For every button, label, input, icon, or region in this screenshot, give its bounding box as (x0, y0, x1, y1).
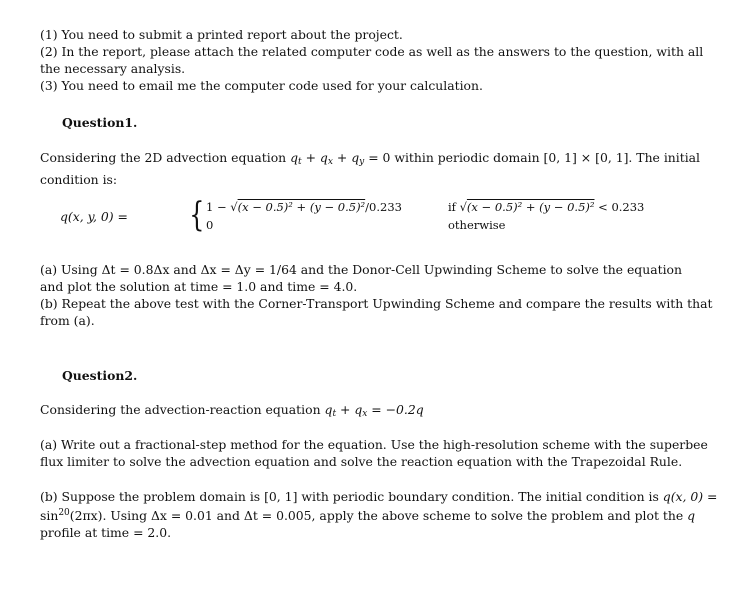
q1-intro-text-b: within periodic domain [0, 1] × [0, 1]. The initial (390, 150, 701, 165)
question2-heading: Question2. (62, 368, 138, 383)
instruction-2-cont: the necessary analysis. (40, 61, 186, 76)
piecewise-case2-cond: otherwise (448, 218, 506, 232)
piecewise-lhs: q(x, y, 0) = (60, 209, 128, 224)
question2-part-a: (a) Write out a fractional-step method for the equation. Use the high-resolution scheme with the superbee flux limiter to solve the advection equation and solve the reaction equation with the Trapezoidal Rule. (40, 437, 708, 469)
question2-intro: Considering the advection-reaction equation $q_t + q_x = -0.2q$ (40, 402, 424, 419)
instructions (40, 26, 722, 94)
q2-equation: $q_t + q_x$ (324, 402, 368, 419)
piecewise-brace: { (189, 195, 205, 235)
piecewise-case1-cond: if √(x − 0.5)² + (y − 0.5)² < 0.233 (448, 200, 645, 214)
q1-intro-text-a: Considering the 2D advection equation (40, 150, 291, 165)
instruction-2: (2) In the report, please attach the related computer code as well as the answers to the question, with all (40, 44, 704, 59)
instruction-3: (3) You need to email me the computer code used for your calculation. (40, 78, 483, 93)
q1-intro-line2: condition is: (40, 172, 118, 187)
question1-heading: Question1. (62, 115, 138, 130)
instruction-1: (1) You need to submit a printed report about the project. (40, 27, 403, 42)
question1-part-a: (a) Using Δt = 0.8Δx and Δx = Δy = 1/64 and the Donor-Cell Upwinding Scheme to solve the equation and plot the solution at time = 1.0 and time = 4.0. (40, 262, 682, 294)
piecewise-case2-expr: 0 (206, 218, 214, 232)
question1-intro (40, 149, 722, 188)
question2-part-b: (b) Suppose the problem domain is [0, 1] with periodic boundary condition. The initial condition is q(x, 0) = $\sin^{20}(2\pi x)$. Using Δx = 0.01 and Δt = 0.005, apply the above scheme to solve the problem and plot the q profile at time = 2.0. (40, 489, 718, 540)
question1-part-b: (b) Repeat the above test with the Corner-Transport Upwinding Scheme and compare the results with that from (a). (40, 296, 713, 328)
piecewise-case1-expr: 1 − √(x − 0.5)² + (y − 0.5)²/0.233 (206, 200, 402, 214)
initial-condition-piecewise (60, 196, 700, 236)
q1-equation: $q_t + q_x + q_y = 0$ (290, 150, 391, 167)
